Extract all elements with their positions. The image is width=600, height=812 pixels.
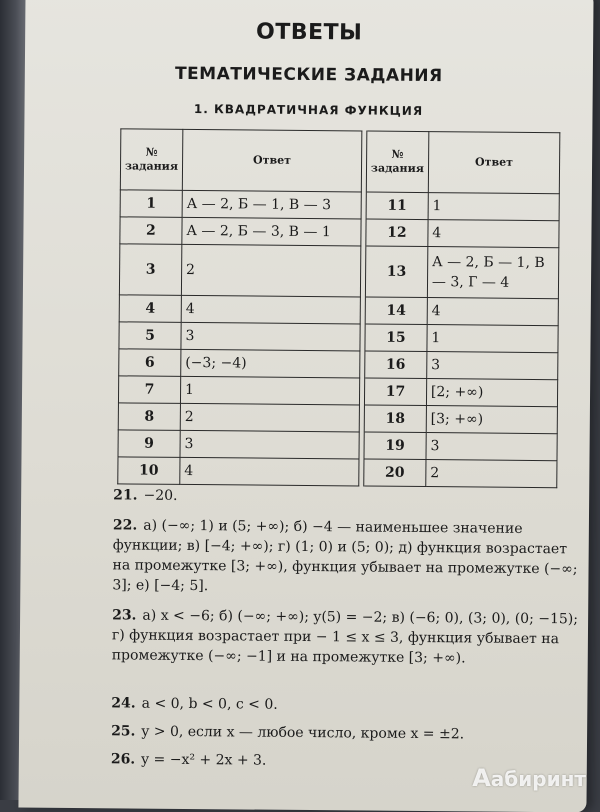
header-answer-right: Ответ [428,132,560,194]
task-answer: А — 2, Б — 1, В — 3 [182,190,361,219]
table-row [119,322,558,353]
task-answer: 3 [426,433,557,461]
task-number: 16 [365,351,427,379]
table-row [120,190,559,221]
task-number: 8 [118,403,180,431]
task-answer: 1 [428,193,559,221]
answer-text: а) x < −6; б) (−∞; +∞); y(5) = −2; в) (−6; 0), (3; 0), (0; −15); г) функция возрастает при − 1 ≤ x ≤ 3, функция убывает на промежутке (−∞; −1] и на промежутке [3; +∞). [111,607,579,667]
task-answer: 3 [427,352,558,380]
task-answer: 4 [427,298,558,326]
answer-number: 25. [111,723,136,740]
answer-text: −20. [143,487,178,504]
task-number: 14 [365,297,427,325]
task-number: 1 [120,190,182,218]
task-number: 15 [365,324,427,352]
answer-number: 21. [113,487,138,504]
task-answer: 4 [180,457,359,486]
task-number: 18 [364,405,426,433]
answer-text: y = −x² + 2x + 3. [141,751,267,769]
answer-number: 24. [111,695,136,712]
table-row [120,217,559,248]
labirint-watermark [472,764,586,792]
answers-table [117,128,560,488]
task-answer: 1 [180,376,359,405]
table-row [118,430,557,461]
task-number: 11 [366,192,428,220]
answer-text: а) (−∞; 1) и (5; +∞); б) −4 — наименьшее значение функции; в) [−4; +∞); г) (1; 0) и (5; 0); д) функция возрастает на промежутке [3; +∞), функция убывает на промежутке (−∞; 3]; е) [−4; 5]. [112,517,578,595]
task-number: 10 [118,457,180,485]
table-row [119,244,558,299]
task-number: 17 [364,378,426,406]
task-number: 9 [118,430,180,458]
task-number: 6 [119,349,181,377]
task-answer: 1 [427,325,558,353]
task-number: 3 [119,244,181,296]
table-row [119,295,558,326]
task-number: 20 [364,459,426,487]
task-answer: 2 [180,403,359,432]
task-answer: А — 2, Б — 1, В — 3, Г — 4 [427,247,559,299]
task-number: 12 [366,219,428,247]
task-number: 2 [120,217,182,245]
task-number: 7 [118,376,180,404]
answer-number: 26. [110,751,136,768]
table-header-row [120,129,560,194]
subsection-title: 1. КВАДРАТИЧНАЯ ФУНКЦИЯ [193,102,424,119]
table-row [118,403,557,434]
page-title: ОТВЕТЫ [255,19,363,46]
task-answer: 3 [180,430,359,459]
task-number: 4 [119,295,181,323]
answer-number: 23. [112,607,137,624]
section-title: ТЕМАТИЧЕСКИЕ ЗАДАНИЯ [174,63,443,87]
task-answer: 2 [181,244,360,297]
task-number: 13 [365,246,427,298]
task-answer: 4 [181,295,360,324]
task-answer: (−3; −4) [181,349,360,378]
answer-number: 22. [112,517,138,534]
task-answer: 3 [181,322,360,351]
answer-21 [113,485,581,509]
answer-text: y > 0, если x — любое число, кроме x = ±2. [141,723,465,743]
task-answer: 4 [428,220,559,248]
header-task-number-left: № задания [120,129,182,191]
labirint-logo-icon: А [472,764,491,792]
table-row [118,457,557,488]
header-answer-left: Ответ [182,129,362,192]
table-row [119,349,558,380]
task-answer: [2; +∞) [426,379,557,407]
task-number: 5 [119,322,181,350]
watermark-text: абиринт [490,767,586,791]
answer-23 [112,605,581,669]
answer-22 [112,515,581,599]
answer-25 [111,721,579,745]
task-number: 19 [364,432,426,460]
task-answer: А — 2, Б — 3, В — 1 [182,217,361,246]
book-page [18,0,593,812]
task-answer: 2 [426,460,557,488]
answer-text: a < 0, b < 0, c < 0. [141,695,278,713]
header-task-number-right: № задания [366,131,428,193]
table-row [118,376,557,407]
answer-24 [111,693,579,717]
task-answer: [3; +∞) [426,406,557,434]
